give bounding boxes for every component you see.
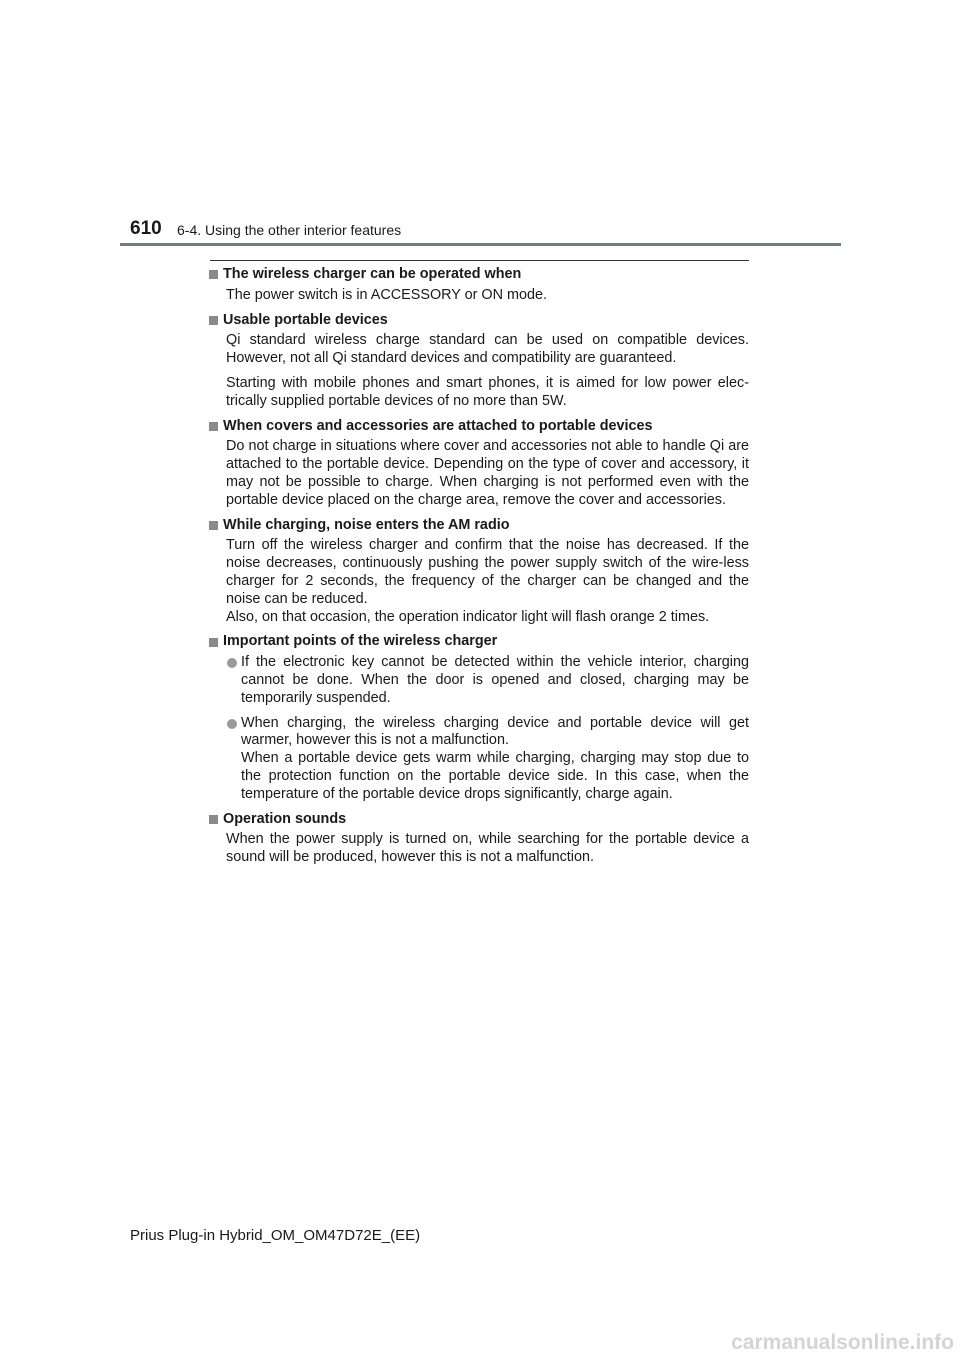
list-item-line: When charging, the wireless charging device and portable device will get warmer, however this is not a malfunction.: [241, 714, 749, 749]
section-heading: [209, 517, 749, 535]
list-item: [226, 715, 749, 804]
watermark: carmanualsonline.info: [731, 1331, 954, 1354]
section-operation-sounds: [209, 811, 749, 867]
list-item-text: If the electronic key cannot be detected within the vehicle interior, charging cannot be done. When the door is opened and closed, charging may be temporarily suspended.: [241, 654, 749, 706]
section-am-radio-noise: [209, 517, 749, 627]
section-heading: [209, 418, 749, 436]
paragraph: Qi standard wireless charge standard can be used on compatible devices. However, not all Qi standard devices and compatibility are guaranteed.: [226, 332, 749, 367]
heading-text: Usable portable devices: [223, 311, 388, 328]
heading-text: The wireless charger can be operated when: [223, 266, 522, 282]
square-bullet-icon: [209, 270, 218, 279]
circle-bullet-icon: [227, 658, 237, 668]
list-item-text: [241, 715, 749, 804]
paragraph: When the power supply is turned on, while searching for the portable device a sound will be produced, however this is not a malfunction.: [226, 831, 749, 866]
section-covers-accessories: [209, 418, 749, 510]
paragraph: Also, on that occasion, the operation indicator light will flash orange 2 times.: [226, 608, 710, 625]
heading-text: Operation sounds: [223, 810, 347, 827]
content-body: [209, 266, 749, 874]
section-operable-when: [209, 266, 749, 305]
paragraph: Do not charge in situations where cover and accessories not able to handle Qi are attached to the portable device. Depending on the type of cover and accessory, it may not be possible to charge. When charging is not performed even with the portable device placed on the charge area, remove the cover and accessories.: [226, 438, 749, 508]
list-item-line: When a portable device gets warm while charging, charging may stop due to the protection function on the portable device side. In this case, when the temperature of the portable device drops significantly, charge again.: [241, 750, 749, 802]
square-bullet-icon: [209, 638, 218, 647]
section-title: 6-4. Using the other interior features: [177, 222, 402, 238]
section-heading: [209, 266, 749, 284]
page-number: 610: [130, 218, 162, 239]
header-rule: [120, 243, 841, 246]
square-bullet-icon: [209, 521, 218, 530]
paragraph: Starting with mobile phones and smart phones, it is aimed for low power elec-trically supplied portable devices of no more than 5W.: [226, 374, 749, 409]
heading-text: While charging, noise enters the AM radio: [223, 516, 510, 533]
heading-text: Important points of the wireless charger: [223, 633, 498, 650]
square-bullet-icon: [209, 815, 218, 824]
paragraph: Turn off the wireless charger and confirm that the noise has decreased. If the noise decreases, continuously pushing the power supply switch of the wire-less charger for 2 seconds, the frequency of the charger can be changed and the noise can be reduced.: [226, 537, 749, 607]
paragraph: The power switch is in ACCESSORY or ON mode.: [226, 286, 547, 303]
footer-document-id: Prius Plug-in Hybrid_OM_OM47D72E_(EE): [130, 1227, 421, 1244]
section-important-points: [209, 633, 749, 803]
square-bullet-icon: [209, 316, 218, 325]
content-rule: [210, 260, 749, 261]
heading-text: When covers and accessories are attached to portable devices: [223, 417, 653, 434]
section-heading: [209, 811, 749, 829]
circle-bullet-icon: [227, 719, 237, 729]
square-bullet-icon: [209, 422, 218, 431]
section-heading: [209, 633, 749, 651]
section-usable-devices: [209, 312, 749, 411]
list-item: [226, 654, 749, 707]
section-heading: [209, 312, 749, 330]
